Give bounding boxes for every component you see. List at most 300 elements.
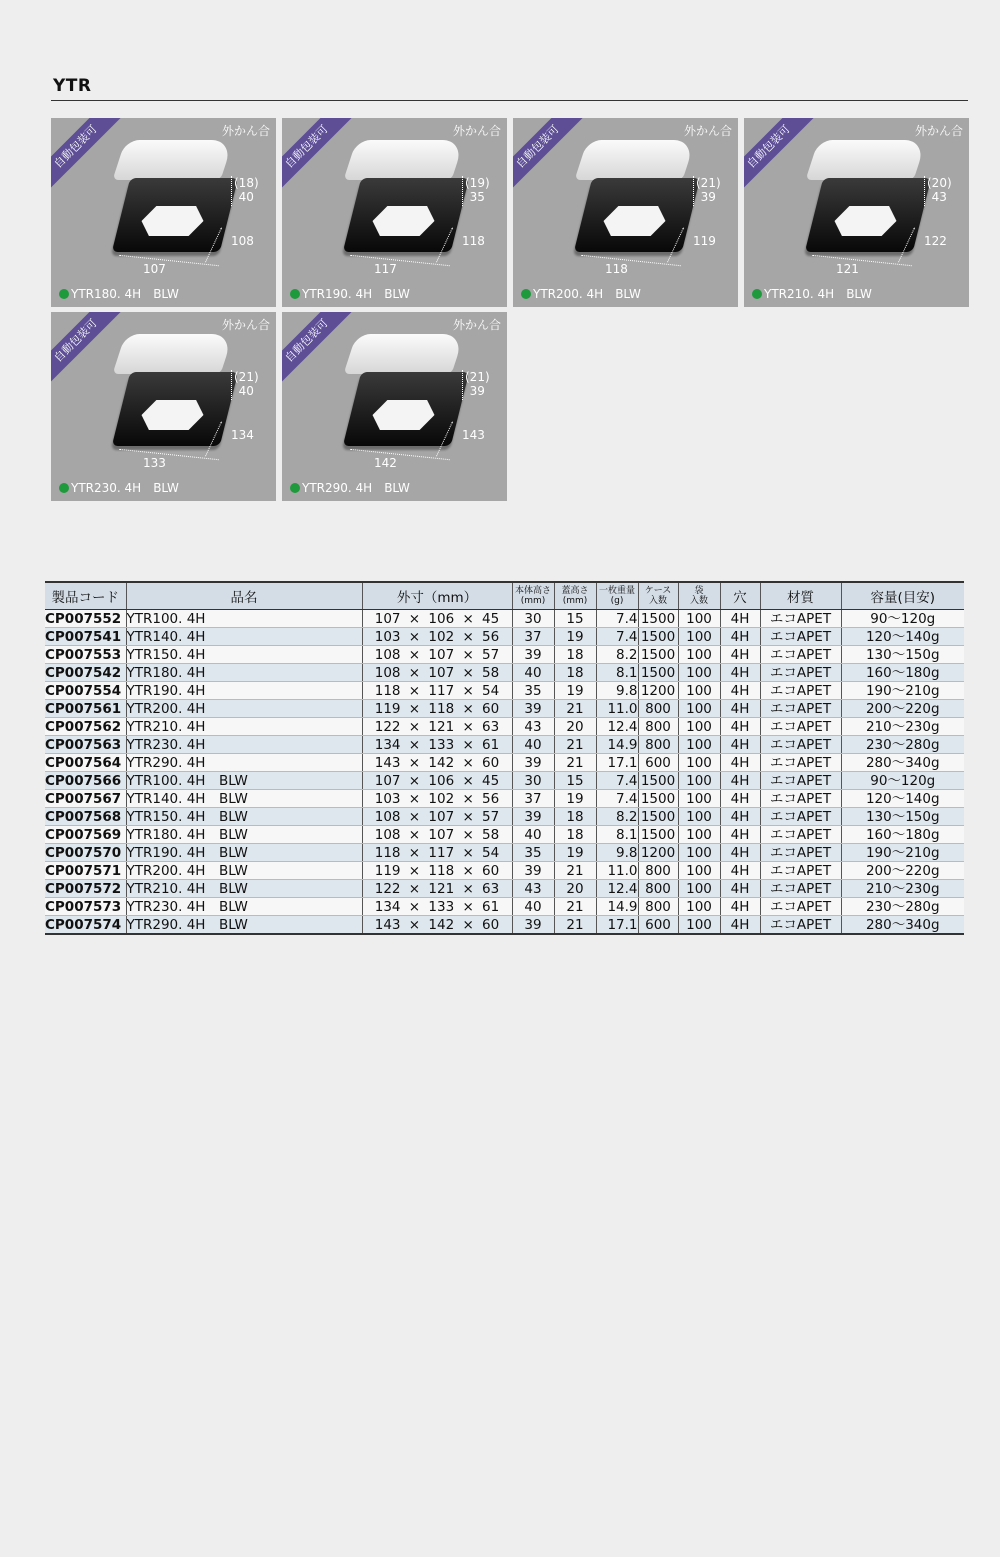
capacity: 120～140g: [841, 790, 964, 808]
container-tray-image: [343, 178, 469, 252]
bag-quantity: 100: [678, 682, 720, 700]
width-guide-line: [119, 255, 219, 266]
product-code: CP007541: [45, 628, 126, 646]
header-capacity: 容量(目安): [841, 582, 964, 610]
green-dot-icon: [521, 289, 531, 299]
lid-height: 21: [554, 898, 596, 916]
table-row: [45, 772, 964, 790]
table-row: [45, 790, 964, 808]
height-guide-line: [231, 370, 232, 400]
case-quantity: 600: [638, 754, 678, 772]
table-row: [45, 664, 964, 682]
hole-count: 4H: [720, 646, 760, 664]
product-name-cell: YTR200. 4H BLW: [126, 862, 362, 880]
lid-height: 15: [554, 772, 596, 790]
unit-weight: 12.4: [596, 880, 638, 898]
lid-height: 18: [554, 808, 596, 826]
bag-quantity: 100: [678, 754, 720, 772]
width-dimension: 117: [374, 262, 397, 276]
tray-center-image: [831, 206, 900, 236]
product-name-cell: YTR180. 4H: [126, 664, 362, 682]
lid-height: 19: [554, 682, 596, 700]
height-guide-line: [462, 370, 463, 400]
product-name-cell: YTR210. 4H: [126, 718, 362, 736]
product-name-cell: YTR290. 4H: [126, 754, 362, 772]
unit-weight: 12.4: [596, 718, 638, 736]
container-lid-image: [113, 140, 234, 180]
lid-type-label: 外かん合: [683, 124, 732, 138]
lid-height: 21: [554, 754, 596, 772]
body-height: 39: [512, 754, 554, 772]
material: エコAPET: [760, 808, 841, 826]
product-name-cell: YTR180. 4H BLW: [126, 826, 362, 844]
body-height: 39: [512, 646, 554, 664]
unit-weight: 8.1: [596, 664, 638, 682]
case-quantity: 1200: [638, 682, 678, 700]
lid-height: 19: [554, 844, 596, 862]
green-dot-icon: [59, 289, 69, 299]
header-weight: 一枚重量 (g): [596, 582, 638, 610]
body-height: 39: [512, 808, 554, 826]
product-name-text: YTR180. 4H BLW: [71, 287, 179, 301]
product-name-cell: YTR100. 4H BLW: [126, 772, 362, 790]
table-row: [45, 646, 964, 664]
capacity: 130～150g: [841, 808, 964, 826]
outer-dimensions: 122 × 121 × 63: [362, 880, 512, 898]
material: エコAPET: [760, 664, 841, 682]
unit-weight: 14.9: [596, 736, 638, 754]
lid-height: 21: [554, 862, 596, 880]
capacity: 90～120g: [841, 610, 964, 628]
height-guide-line: [231, 176, 232, 206]
lid-height: 19: [554, 790, 596, 808]
body-height: 39: [512, 700, 554, 718]
capacity: 160～180g: [841, 826, 964, 844]
hole-count: 4H: [720, 844, 760, 862]
outer-dimensions: 119 × 118 × 60: [362, 862, 512, 880]
product-card: [51, 312, 276, 501]
case-quantity: 1200: [638, 844, 678, 862]
product-name: [59, 479, 179, 496]
product-name-cell: YTR140. 4H BLW: [126, 790, 362, 808]
product-name-text: YTR200. 4H BLW: [533, 287, 641, 301]
lid-type-label: 外かん合: [221, 124, 270, 138]
header-hole: 穴: [720, 582, 760, 610]
product-name-cell: YTR150. 4H: [126, 646, 362, 664]
product-card: [51, 118, 276, 307]
header-bag: 袋 入数: [678, 582, 720, 610]
capacity: 160～180g: [841, 664, 964, 682]
capacity: 280～340g: [841, 754, 964, 772]
case-quantity: 800: [638, 700, 678, 718]
outer-dimensions: 134 × 133 × 61: [362, 736, 512, 754]
unit-weight: 8.1: [596, 826, 638, 844]
hole-count: 4H: [720, 682, 760, 700]
case-quantity: 1500: [638, 808, 678, 826]
product-code: CP007570: [45, 844, 126, 862]
material: エコAPET: [760, 898, 841, 916]
hole-count: 4H: [720, 700, 760, 718]
table-row: [45, 916, 964, 935]
width-dimension: 118: [605, 262, 628, 276]
body-height: 40: [512, 736, 554, 754]
hole-count: 4H: [720, 664, 760, 682]
height-guide-line: [693, 176, 694, 206]
case-quantity: 800: [638, 736, 678, 754]
lid-type-label: 外かん合: [914, 124, 963, 138]
hole-count: 4H: [720, 880, 760, 898]
hole-count: 4H: [720, 736, 760, 754]
auto-pack-badge: 自動包装可: [51, 118, 123, 194]
hole-count: 4H: [720, 628, 760, 646]
product-name-cell: YTR230. 4H BLW: [126, 898, 362, 916]
header-outer: 外寸（mm）: [362, 582, 512, 610]
container-lid-image: [344, 334, 465, 374]
body-height: 35: [512, 844, 554, 862]
product-code: CP007571: [45, 862, 126, 880]
product-name: [290, 479, 410, 496]
outer-dimensions: 118 × 117 × 54: [362, 844, 512, 862]
material: エコAPET: [760, 772, 841, 790]
green-dot-icon: [752, 289, 762, 299]
outer-dimensions: 143 × 142 × 60: [362, 754, 512, 772]
product-card: [282, 118, 507, 307]
case-quantity: 800: [638, 898, 678, 916]
product-code: CP007572: [45, 880, 126, 898]
auto-pack-badge: 自動包装可: [513, 118, 585, 194]
material: エコAPET: [760, 754, 841, 772]
material: エコAPET: [760, 790, 841, 808]
height-dimension: (21) 39: [465, 370, 490, 398]
material: エコAPET: [760, 826, 841, 844]
width-dimension: 121: [836, 262, 859, 276]
case-quantity: 1500: [638, 772, 678, 790]
height-dimension: (20) 43: [927, 176, 952, 204]
bag-quantity: 100: [678, 772, 720, 790]
material: エコAPET: [760, 718, 841, 736]
capacity: 200～220g: [841, 862, 964, 880]
table-row: [45, 628, 964, 646]
header-name: 品名: [126, 582, 362, 610]
product-name-cell: YTR210. 4H BLW: [126, 880, 362, 898]
green-dot-icon: [290, 483, 300, 493]
table-row: [45, 880, 964, 898]
table-row: [45, 826, 964, 844]
table-row: [45, 808, 964, 826]
lid-type-label: 外かん合: [452, 318, 501, 332]
case-quantity: 1500: [638, 664, 678, 682]
table-row: [45, 754, 964, 772]
auto-pack-badge: 自動包装可: [282, 312, 354, 388]
container-lid-image: [113, 334, 234, 374]
table-row: [45, 898, 964, 916]
material: エコAPET: [760, 880, 841, 898]
product-card: [744, 118, 969, 307]
bag-quantity: 100: [678, 646, 720, 664]
product-code: CP007564: [45, 754, 126, 772]
capacity: 120～140g: [841, 628, 964, 646]
header-lid-height: 蓋高さ (mm): [554, 582, 596, 610]
product-name-cell: YTR190. 4H: [126, 682, 362, 700]
capacity: 210～230g: [841, 880, 964, 898]
spec-table: [45, 581, 964, 935]
product-name-cell: YTR230. 4H: [126, 736, 362, 754]
outer-dimensions: 122 × 121 × 63: [362, 718, 512, 736]
product-name-text: YTR210. 4H BLW: [764, 287, 872, 301]
header-case: ケース 入数: [638, 582, 678, 610]
table-row: [45, 682, 964, 700]
unit-weight: 17.1: [596, 916, 638, 935]
width-dimension: 107: [143, 262, 166, 276]
bag-quantity: 100: [678, 664, 720, 682]
lid-height: 21: [554, 736, 596, 754]
unit-weight: 14.9: [596, 898, 638, 916]
case-quantity: 800: [638, 862, 678, 880]
hole-count: 4H: [720, 718, 760, 736]
body-height: 35: [512, 682, 554, 700]
bag-quantity: 100: [678, 628, 720, 646]
tray-center-image: [369, 206, 438, 236]
outer-dimensions: 107 × 106 × 45: [362, 610, 512, 628]
bag-quantity: 100: [678, 862, 720, 880]
capacity: 230～280g: [841, 736, 964, 754]
depth-dimension: 143: [462, 428, 485, 442]
depth-dimension: 108: [231, 234, 254, 248]
bag-quantity: 100: [678, 700, 720, 718]
capacity: 280～340g: [841, 916, 964, 935]
outer-dimensions: 134 × 133 × 61: [362, 898, 512, 916]
body-height: 43: [512, 718, 554, 736]
capacity: 190～210g: [841, 682, 964, 700]
hole-count: 4H: [720, 790, 760, 808]
container-tray-image: [112, 372, 238, 446]
case-quantity: 1500: [638, 610, 678, 628]
width-guide-line: [119, 449, 219, 460]
product-name: [752, 285, 872, 302]
outer-dimensions: 108 × 107 × 57: [362, 808, 512, 826]
hole-count: 4H: [720, 808, 760, 826]
container-tray-image: [574, 178, 700, 252]
hole-count: 4H: [720, 754, 760, 772]
product-name-cell: YTR290. 4H BLW: [126, 916, 362, 935]
body-height: 30: [512, 610, 554, 628]
body-height: 40: [512, 664, 554, 682]
hole-count: 4H: [720, 772, 760, 790]
unit-weight: 7.4: [596, 628, 638, 646]
width-dimension: 133: [143, 456, 166, 470]
table-row: [45, 736, 964, 754]
product-code: CP007561: [45, 700, 126, 718]
product-code: CP007567: [45, 790, 126, 808]
lid-height: 20: [554, 880, 596, 898]
case-quantity: 800: [638, 880, 678, 898]
header-code: 製品コード: [45, 582, 126, 610]
depth-dimension: 134: [231, 428, 254, 442]
header-body-height: 本体高さ (mm): [512, 582, 554, 610]
product-name-cell: YTR140. 4H: [126, 628, 362, 646]
lid-type-label: 外かん合: [452, 124, 501, 138]
tray-center-image: [369, 400, 438, 430]
height-dimension: (21) 39: [696, 176, 721, 204]
unit-weight: 11.0: [596, 700, 638, 718]
depth-dimension: 119: [693, 234, 716, 248]
bag-quantity: 100: [678, 826, 720, 844]
case-quantity: 600: [638, 916, 678, 935]
bag-quantity: 100: [678, 898, 720, 916]
product-code: CP007552: [45, 610, 126, 628]
lid-height: 18: [554, 826, 596, 844]
depth-dimension: 118: [462, 234, 485, 248]
body-height: 43: [512, 880, 554, 898]
material: エコAPET: [760, 700, 841, 718]
bag-quantity: 100: [678, 880, 720, 898]
capacity: 230～280g: [841, 898, 964, 916]
product-card: [513, 118, 738, 307]
outer-dimensions: 107 × 106 × 45: [362, 772, 512, 790]
height-dimension: (19) 35: [465, 176, 490, 204]
lid-height: 19: [554, 628, 596, 646]
product-code: CP007568: [45, 808, 126, 826]
product-name-cell: YTR190. 4H BLW: [126, 844, 362, 862]
capacity: 190～210g: [841, 844, 964, 862]
body-height: 40: [512, 826, 554, 844]
product-name-text: YTR230. 4H BLW: [71, 481, 179, 495]
table-row: [45, 862, 964, 880]
container-tray-image: [343, 372, 469, 446]
green-dot-icon: [290, 289, 300, 299]
unit-weight: 7.4: [596, 610, 638, 628]
lid-height: 15: [554, 610, 596, 628]
body-height: 39: [512, 862, 554, 880]
tray-center-image: [138, 206, 207, 236]
case-quantity: 1500: [638, 646, 678, 664]
unit-weight: 17.1: [596, 754, 638, 772]
product-code: CP007563: [45, 736, 126, 754]
material: エコAPET: [760, 844, 841, 862]
container-tray-image: [805, 178, 931, 252]
hole-count: 4H: [720, 610, 760, 628]
hole-count: 4H: [720, 916, 760, 935]
lid-height: 18: [554, 646, 596, 664]
unit-weight: 7.4: [596, 790, 638, 808]
outer-dimensions: 108 × 107 × 58: [362, 826, 512, 844]
product-name-cell: YTR100. 4H: [126, 610, 362, 628]
body-height: 39: [512, 916, 554, 935]
product-code: CP007573: [45, 898, 126, 916]
hole-count: 4H: [720, 862, 760, 880]
product-code: CP007542: [45, 664, 126, 682]
bag-quantity: 100: [678, 808, 720, 826]
outer-dimensions: 103 × 102 × 56: [362, 628, 512, 646]
table-row: [45, 718, 964, 736]
material: エコAPET: [760, 628, 841, 646]
material: エコAPET: [760, 916, 841, 935]
product-code: CP007554: [45, 682, 126, 700]
material: エコAPET: [760, 736, 841, 754]
unit-weight: 11.0: [596, 862, 638, 880]
header-material: 材質: [760, 582, 841, 610]
product-name-cell: YTR200. 4H: [126, 700, 362, 718]
product-name: [521, 285, 641, 302]
width-guide-line: [581, 255, 681, 266]
auto-pack-badge: 自動包装可: [282, 118, 354, 194]
product-code: CP007574: [45, 916, 126, 935]
capacity: 200～220g: [841, 700, 964, 718]
title-divider: [51, 100, 968, 101]
product-code: CP007553: [45, 646, 126, 664]
width-dimension: 142: [374, 456, 397, 470]
capacity: 210～230g: [841, 718, 964, 736]
material: エコAPET: [760, 646, 841, 664]
height-guide-line: [924, 176, 925, 206]
container-tray-image: [112, 178, 238, 252]
body-height: 37: [512, 628, 554, 646]
material: エコAPET: [760, 610, 841, 628]
container-lid-image: [575, 140, 696, 180]
tray-center-image: [600, 206, 669, 236]
capacity: 130～150g: [841, 646, 964, 664]
product-code: CP007569: [45, 826, 126, 844]
table-row: [45, 844, 964, 862]
bag-quantity: 100: [678, 610, 720, 628]
bag-quantity: 100: [678, 844, 720, 862]
section-title: YTR: [53, 76, 92, 96]
width-guide-line: [812, 255, 912, 266]
case-quantity: 1500: [638, 826, 678, 844]
height-dimension: (18) 40: [234, 176, 259, 204]
auto-pack-badge: 自動包装可: [51, 312, 123, 388]
width-guide-line: [350, 449, 450, 460]
product-name: [290, 285, 410, 302]
case-quantity: 1500: [638, 790, 678, 808]
unit-weight: 9.8: [596, 844, 638, 862]
product-card: [282, 312, 507, 501]
auto-pack-badge: 自動包装可: [744, 118, 816, 194]
outer-dimensions: 143 × 142 × 60: [362, 916, 512, 935]
outer-dimensions: 103 × 102 × 56: [362, 790, 512, 808]
container-lid-image: [344, 140, 465, 180]
table-header-row: [45, 582, 964, 610]
product-name-text: YTR290. 4H BLW: [302, 481, 410, 495]
hole-count: 4H: [720, 826, 760, 844]
bag-quantity: 100: [678, 916, 720, 935]
body-height: 40: [512, 898, 554, 916]
width-guide-line: [350, 255, 450, 266]
case-quantity: 800: [638, 718, 678, 736]
hole-count: 4H: [720, 898, 760, 916]
container-lid-image: [806, 140, 927, 180]
bag-quantity: 100: [678, 736, 720, 754]
green-dot-icon: [59, 483, 69, 493]
outer-dimensions: 119 × 118 × 60: [362, 700, 512, 718]
outer-dimensions: 108 × 107 × 58: [362, 664, 512, 682]
lid-type-label: 外かん合: [221, 318, 270, 332]
unit-weight: 9.8: [596, 682, 638, 700]
outer-dimensions: 108 × 107 × 57: [362, 646, 512, 664]
bag-quantity: 100: [678, 718, 720, 736]
unit-weight: 8.2: [596, 646, 638, 664]
table-row: [45, 700, 964, 718]
height-guide-line: [462, 176, 463, 206]
product-name-text: YTR190. 4H BLW: [302, 287, 410, 301]
product-name-cell: YTR150. 4H BLW: [126, 808, 362, 826]
lid-height: 21: [554, 916, 596, 935]
depth-dimension: 122: [924, 234, 947, 248]
lid-height: 21: [554, 700, 596, 718]
unit-weight: 8.2: [596, 808, 638, 826]
capacity: 90～120g: [841, 772, 964, 790]
tray-center-image: [138, 400, 207, 430]
